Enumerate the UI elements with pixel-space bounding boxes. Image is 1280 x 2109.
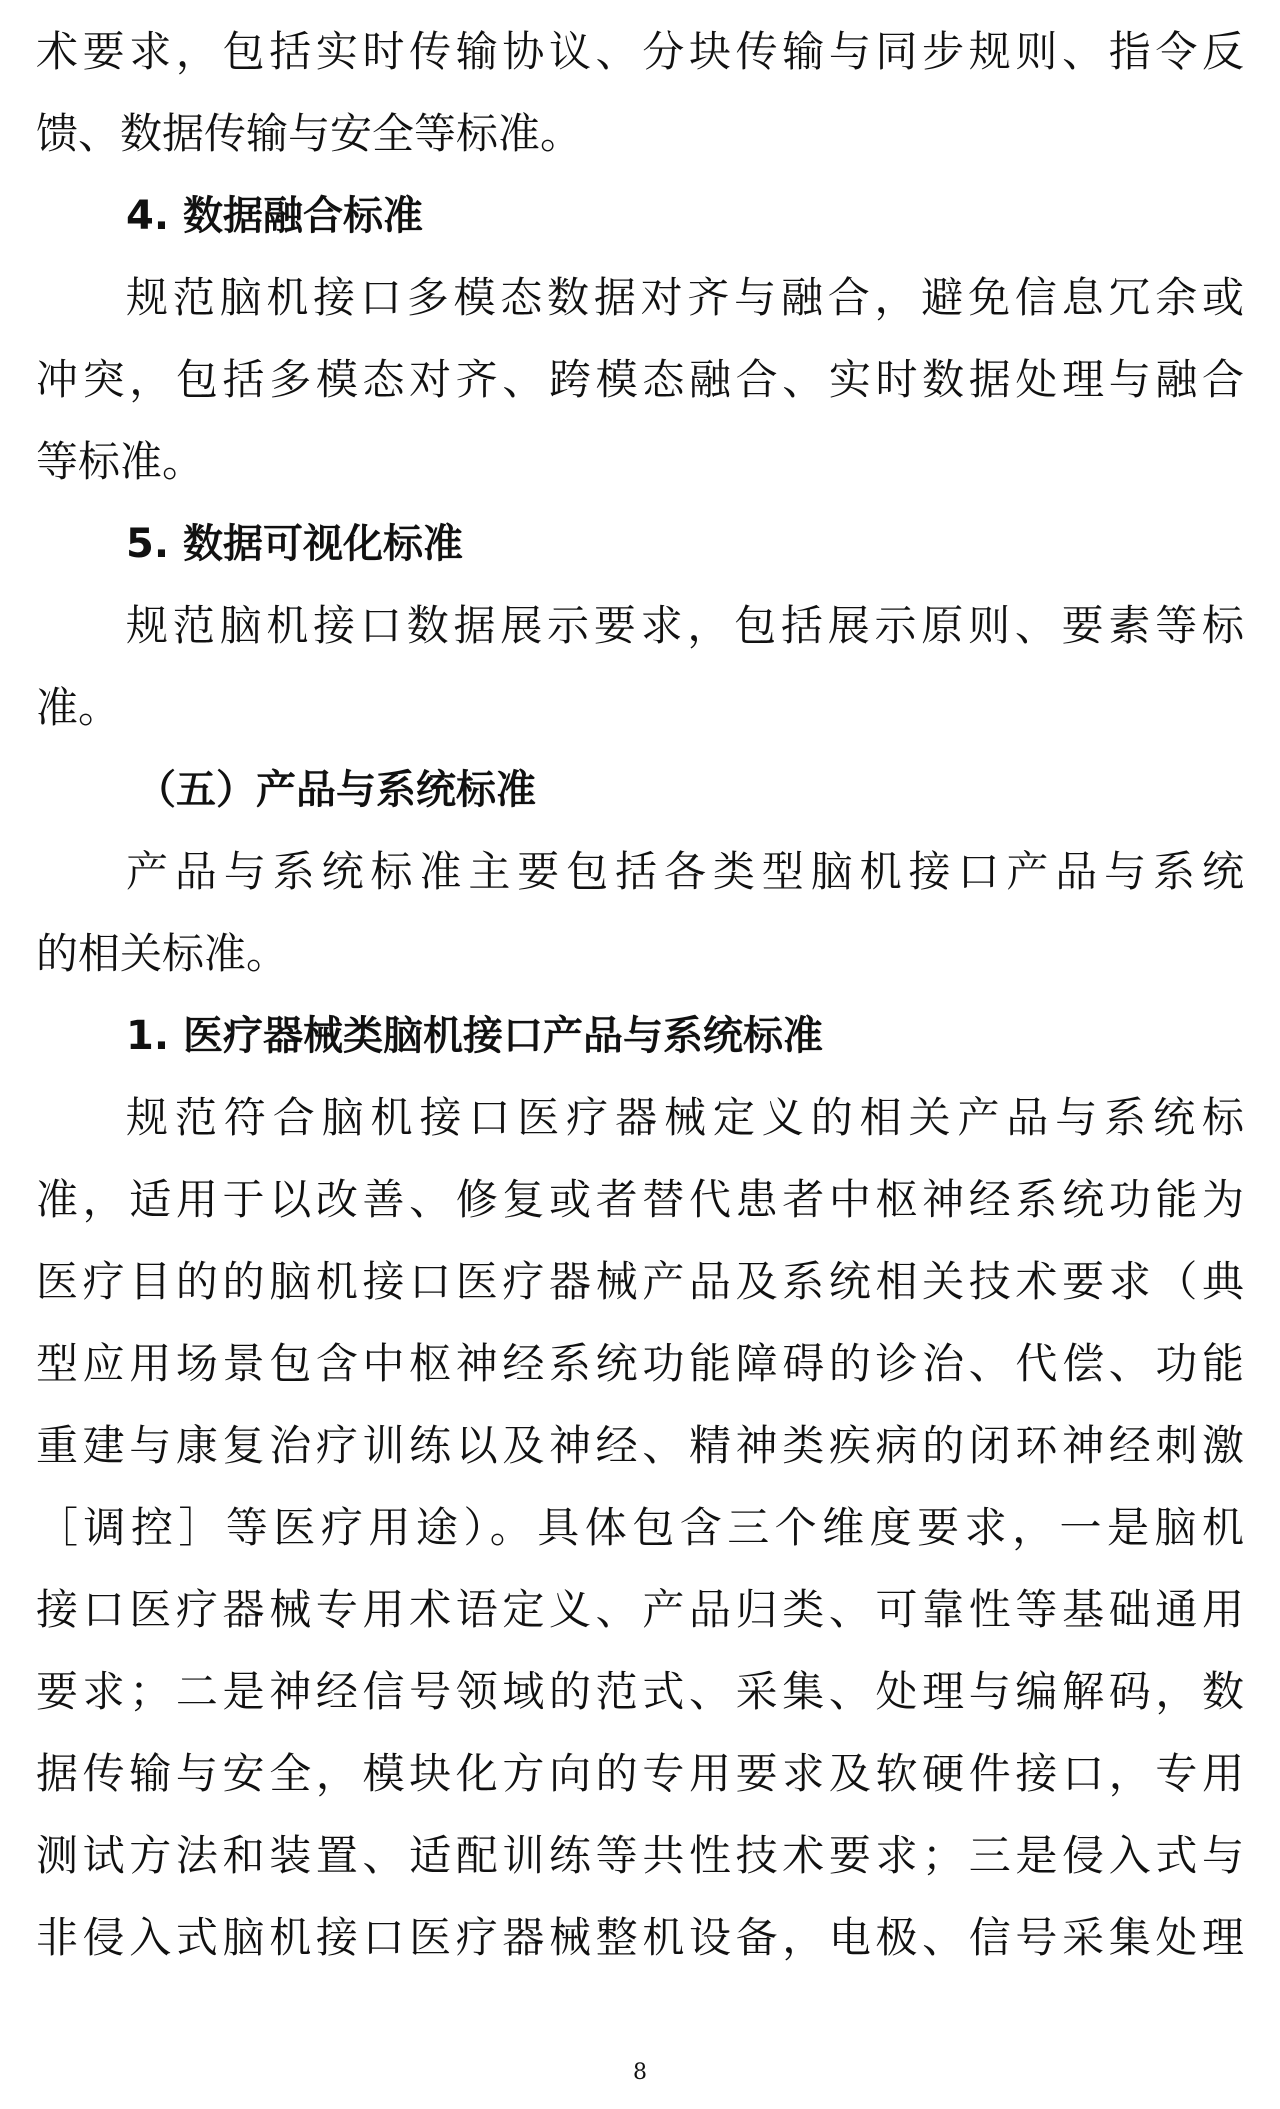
paragraph-line: 非侵入式脑机接口医疗器械整机设备，电极、信号采集处理 (36, 1913, 1244, 1962)
paragraph-line: 规范符合脑机接口医疗器械定义的相关产品与系统标 (126, 1093, 1244, 1142)
page-number: 8 (633, 2060, 647, 2085)
paragraph-line: 准。 (36, 683, 121, 732)
section-heading: 1. 医疗器械类脑机接口产品与系统标准 (126, 1013, 823, 1059)
paragraph-line: 馈、数据传输与安全等标准。 (36, 109, 583, 158)
paragraph-line: ［调控］等医疗用途）。具体包含三个维度要求，一是脑机 (36, 1503, 1244, 1552)
paragraph-line: 型应用场景包含中枢神经系统功能障碍的诊治、代偿、功能 (36, 1339, 1244, 1388)
chapter-heading: （五）产品与系统标准 (136, 767, 536, 813)
paragraph-line: 医疗目的的脑机接口医疗器械产品及系统相关技术要求（典 (36, 1257, 1244, 1306)
paragraph-line: 产品与系统标准主要包括各类型脑机接口产品与系统 (126, 847, 1244, 896)
paragraph-line: 准，适用于以改善、修复或者替代患者中枢神经系统功能为 (36, 1175, 1244, 1224)
paragraph-line: 接口医疗器械专用术语定义、产品归类、可靠性等基础通用 (36, 1585, 1244, 1634)
paragraph-line: 术要求，包括实时传输协议、分块传输与同步规则、指令反 (36, 27, 1244, 76)
paragraph-line: 重建与康复治疗训练以及神经、精神类疾病的闭环神经刺激 (36, 1421, 1244, 1470)
paragraph-line: 的相关标准。 (36, 929, 289, 978)
paragraph-line: 规范脑机接口多模态数据对齐与融合，避免信息冗余或 (126, 273, 1244, 322)
paragraph-line: 等标准。 (36, 437, 205, 486)
paragraph-line: 要求；二是神经信号领域的范式、采集、处理与编解码，数 (36, 1667, 1244, 1716)
section-heading: 4. 数据融合标准 (126, 193, 423, 239)
paragraph-line: 测试方法和装置、适配训练等共性技术要求；三是侵入式与 (36, 1831, 1244, 1880)
paragraph-line: 冲突，包括多模态对齐、跨模态融合、实时数据处理与融合 (36, 355, 1244, 404)
section-heading: 5. 数据可视化标准 (126, 521, 463, 567)
paragraph-line: 据传输与安全，模块化方向的专用要求及软硬件接口，专用 (36, 1749, 1244, 1798)
paragraph-line: 规范脑机接口数据展示要求，包括展示原则、要素等标 (126, 601, 1244, 650)
